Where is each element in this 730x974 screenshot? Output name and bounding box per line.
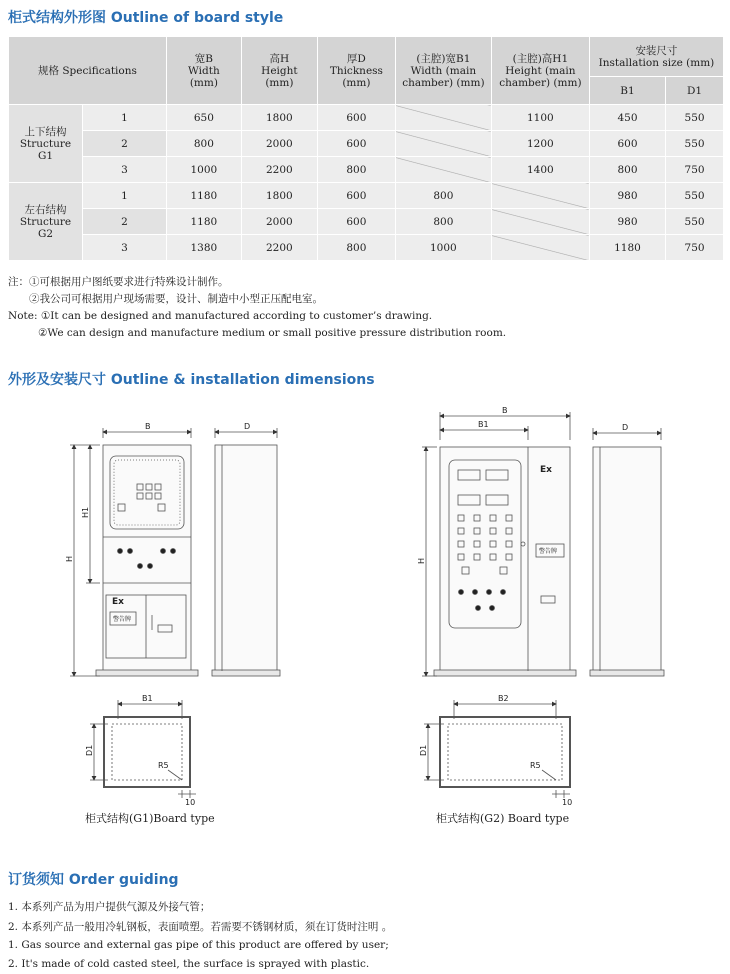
header-install-b1: B1 xyxy=(589,77,665,105)
header-h1: (主腔)高H1 Height (main chamber) (mm) xyxy=(491,37,589,105)
cell-height: 2000 xyxy=(241,131,317,157)
cell-h1: 1200 xyxy=(491,131,589,157)
label-warning-g1: 警告牌 xyxy=(113,616,132,623)
label-b1-base: B1 xyxy=(142,694,153,703)
header-width: 宽B Width (mm) xyxy=(166,37,241,105)
label-b: B xyxy=(145,422,151,431)
note-cn-1: 注：①可根据用户图纸要求进行特殊设计制作。 xyxy=(8,276,229,288)
header-installation-size: 安装尺寸 Installation size (mm) xyxy=(589,37,723,77)
label-b1-g2: B1 xyxy=(478,420,489,429)
cell-height: 1800 xyxy=(241,105,317,131)
order-line-4: 2. It's made of cold casted steel, the surface is sprayed with plastic. xyxy=(8,958,370,970)
header-thickness: 厚D Thickness (mm) xyxy=(317,37,395,105)
cell-empty xyxy=(491,183,589,209)
group-g1: 上下结构 Structure G1 xyxy=(9,105,83,183)
label-10: 10 xyxy=(185,798,196,807)
section-title-outline: 柜式结构外形图 Outline of board style xyxy=(8,10,284,26)
cell-thickness: 600 xyxy=(317,131,395,157)
cell-width: 800 xyxy=(166,131,241,157)
cell-width: 1380 xyxy=(166,235,241,261)
cell-empty xyxy=(395,157,491,183)
dimension-drawing xyxy=(0,400,730,810)
label-b2-base: B2 xyxy=(498,694,509,703)
row-number: 2 xyxy=(83,209,167,235)
cell-install-d1: 750 xyxy=(666,157,724,183)
cell-thickness: 800 xyxy=(317,157,395,183)
cell-h1: 1100 xyxy=(491,105,589,131)
label-ex-g2: Ex xyxy=(540,465,552,475)
header-b1: (主腔)宽B1 Width (main chamber) (mm) xyxy=(395,37,491,105)
cell-thickness: 800 xyxy=(317,235,395,261)
cell-install-d1: 550 xyxy=(666,183,724,209)
cell-install-d1: 550 xyxy=(666,105,724,131)
g1-front-view xyxy=(70,428,198,676)
section-title-dimensions: 外形及安装尺寸 Outline & installation dimensions xyxy=(8,372,375,388)
cell-height: 2200 xyxy=(241,235,317,261)
cell-empty xyxy=(491,209,589,235)
row-number: 1 xyxy=(83,183,167,209)
cell-width: 1180 xyxy=(166,209,241,235)
cell-width: 1000 xyxy=(166,157,241,183)
label-ex-g1: Ex xyxy=(112,597,124,607)
cell-empty xyxy=(491,235,589,261)
note-en-1: Note: ①It can be designed and manufactured according to customer’s drawing. xyxy=(8,310,433,322)
note-en-2: ②We can design and manufacture medium or small positive pressure distribution room. xyxy=(38,327,507,339)
cell-install-b1: 450 xyxy=(589,105,665,131)
g2-side-view xyxy=(590,428,664,676)
cell-thickness: 600 xyxy=(317,105,395,131)
row-number: 3 xyxy=(83,157,167,183)
order-line-3: 1. Gas source and external gas pipe of this product are offered by user; xyxy=(8,939,389,951)
label-d1-base-g2: D1 xyxy=(419,744,428,756)
cell-install-b1: 1180 xyxy=(589,235,665,261)
order-line-1: 1. 本系列产品为用户提供气源及外接气管； xyxy=(8,901,211,913)
label-h: H xyxy=(65,555,74,562)
cell-width: 650 xyxy=(166,105,241,131)
header-height: 高H Height (mm) xyxy=(241,37,317,105)
label-h-g2: H xyxy=(417,557,426,564)
g2-front-view xyxy=(422,412,576,676)
cell-b1: 800 xyxy=(395,209,491,235)
cell-install-b1: 980 xyxy=(589,183,665,209)
g1-base-plan xyxy=(90,700,196,798)
cell-install-d1: 550 xyxy=(666,209,724,235)
cell-width: 1180 xyxy=(166,183,241,209)
cell-thickness: 600 xyxy=(317,183,395,209)
label-h1: H1 xyxy=(81,506,90,518)
section-title-order: 订货须知 Order guiding xyxy=(8,872,179,888)
label-d: D xyxy=(244,422,251,431)
row-number: 3 xyxy=(83,235,167,261)
group-g2: 左右结构 Structure G2 xyxy=(9,183,83,261)
g1-side-view xyxy=(212,428,280,676)
label-warning-g2: 警告牌 xyxy=(539,548,558,555)
cell-install-b1: 800 xyxy=(589,157,665,183)
cell-install-b1: 980 xyxy=(589,209,665,235)
specifications-table xyxy=(8,36,724,261)
label-r5: R5 xyxy=(158,761,169,770)
cell-height: 2000 xyxy=(241,209,317,235)
row-number: 2 xyxy=(83,131,167,157)
cell-b1: 1000 xyxy=(395,235,491,261)
cell-empty xyxy=(395,105,491,131)
label-d1-base: D1 xyxy=(85,744,94,756)
g2-base-plan xyxy=(424,700,570,798)
row-number: 1 xyxy=(83,105,167,131)
label-d-g2: D xyxy=(622,423,629,432)
cell-b1: 800 xyxy=(395,183,491,209)
cell-thickness: 600 xyxy=(317,209,395,235)
caption-g2: 柜式结构(G2) Board type xyxy=(436,812,570,825)
label-r5-g2: R5 xyxy=(530,761,541,770)
cell-height: 2200 xyxy=(241,157,317,183)
order-line-2: 2. 本系列产品一般用冷轧钢板，表面喷塑。若需要不锈钢材质，须在订货时注明 。 xyxy=(8,921,393,933)
cell-h1: 1400 xyxy=(491,157,589,183)
cell-install-b1: 600 xyxy=(589,131,665,157)
header-install-d1: D1 xyxy=(666,77,724,105)
header-specifications: 规格 Specifications xyxy=(9,37,167,105)
note-cn-2: ②我公司可根据用户现场需要，设计、制造中小型正压配电室。 xyxy=(29,293,323,305)
label-10-g2: 10 xyxy=(562,798,573,807)
label-b-g2: B xyxy=(502,406,508,415)
cell-height: 1800 xyxy=(241,183,317,209)
cell-empty xyxy=(395,131,491,157)
cell-install-d1: 550 xyxy=(666,131,724,157)
cell-install-d1: 750 xyxy=(666,235,724,261)
caption-g1: 柜式结构(G1)Board type xyxy=(85,812,215,825)
